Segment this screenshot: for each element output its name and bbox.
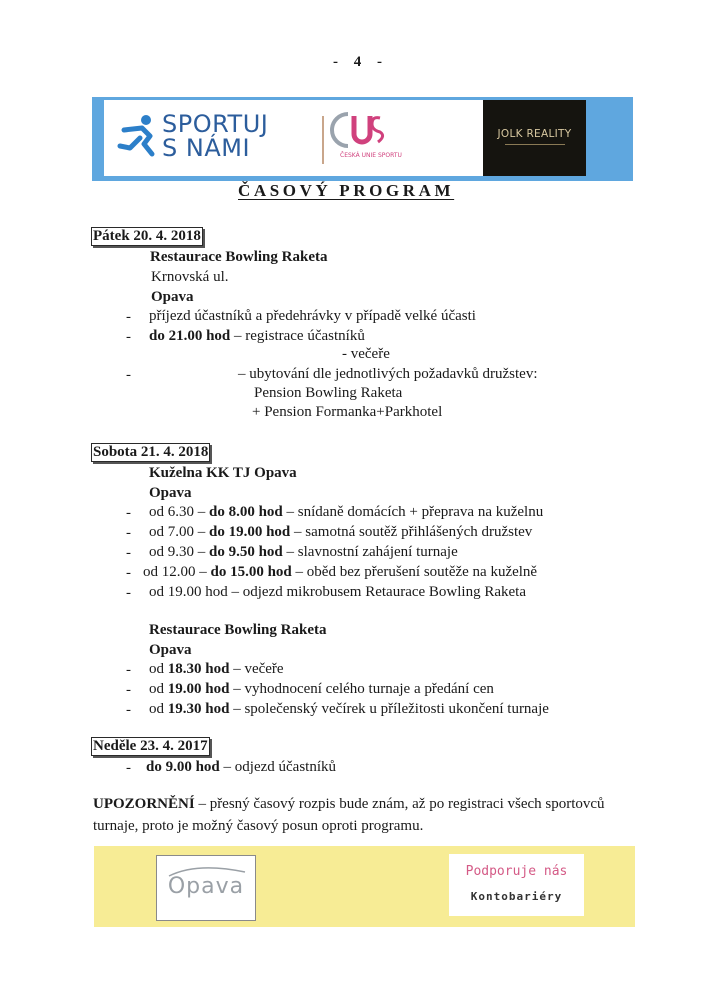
header-banner: [92, 97, 633, 181]
bullet-dash: -: [126, 367, 131, 383]
page-number: - 4 -: [333, 54, 388, 70]
brand-line1: SPORTUJ: [162, 110, 269, 138]
item-text: – samotná soutěž přihlášených družstev: [290, 524, 533, 540]
jolk-reality-logo: [483, 100, 586, 176]
notice-text: – přesný časový rozpis bude znám, až po registraci všech sportovců turnaje, proto je možný časový posun oproti programu.: [93, 796, 605, 834]
item-time: do 21.00 hod: [149, 328, 231, 344]
item-time: do 19.00 hod: [209, 524, 291, 540]
bullet-dash: -: [126, 565, 131, 581]
friday-street: Krnovská ul.: [151, 269, 229, 285]
brand-line2: S NÁMI: [162, 134, 251, 162]
saturday-venue2: Restaurace Bowling Raketa: [149, 622, 327, 638]
saturday-city2: Opava: [149, 642, 192, 658]
friday-item: [252, 403, 442, 421]
bullet-dash: -: [126, 525, 131, 541]
item-text: příjezd účastníků a předehrávky v případě velké účasti: [149, 308, 476, 324]
item-text: – společenský večírek u příležitosti ukončení turnaje: [229, 701, 549, 717]
bullet-dash: -: [126, 682, 131, 698]
saturday-item: [149, 583, 526, 601]
item-text: – oběd bez přerušení soutěže na kuželně: [291, 564, 538, 580]
friday-item: [342, 345, 390, 363]
item-time: do 8.00 hod: [209, 504, 283, 520]
item-time: 18.30 hod: [167, 661, 230, 677]
bullet-dash: -: [126, 662, 131, 678]
jolk-divider: [505, 144, 565, 145]
item-time: do 15.00 hod: [210, 564, 292, 580]
runner-icon: [116, 114, 160, 162]
friday-city: Opava: [151, 289, 194, 305]
brand-logo: [162, 112, 268, 160]
brand-divider: [322, 116, 324, 164]
saturday-city: Opava: [149, 485, 192, 501]
item-time: od 9.30: [149, 544, 194, 560]
saturday-item: od 9.30 – do 9.50 hod – slavnostní zahájení turnaje: [149, 544, 458, 560]
item-text: – slavnostní zahájení turnaje: [282, 544, 458, 560]
notice-label: UPOZORNĚNÍ: [93, 796, 195, 812]
bullet-dash: -: [126, 545, 131, 561]
page-title: ČASOVÝ PROGRAM: [238, 181, 455, 200]
bullet-dash: -: [126, 760, 131, 776]
item-text: – odjezd mikrobusem Retaurace Bowling Raketa: [227, 584, 526, 600]
friday-item: [149, 327, 365, 345]
bullet-dash: -: [126, 329, 131, 345]
saturday-evening-item: od 19.30 hod – společenský večírek u příležitosti ukončení turnaje: [149, 701, 549, 717]
item-text: - večeře: [342, 346, 390, 362]
item-time: od 6.30: [149, 504, 194, 520]
bullet-dash: -: [126, 309, 131, 325]
item-text: – večeře: [229, 661, 284, 677]
saturday-item: od 7.00 – do 19.00 hod – samotná soutěž přihlášených družstev: [149, 524, 533, 540]
bullet-dash: -: [126, 505, 131, 521]
bullet-dash: -: [126, 702, 131, 718]
jolk-reality-name: JOLK REALITY: [497, 128, 572, 140]
item-text: – registrace účastníků: [230, 328, 365, 344]
item-text: + Pension Formanka+Parkhotel: [252, 404, 443, 420]
saturday-evening-item: od 19.00 hod – vyhodnocení celého turnaje a předání cen: [149, 681, 494, 697]
item-text: – ubytování dle jednotlivých požadavků družstev:: [238, 366, 538, 382]
item-time: 19.30 hod: [167, 701, 230, 717]
item-time: 19.00 hod: [167, 681, 230, 697]
item-text: – odjezd účastníků: [219, 759, 337, 775]
saturday-venue: Kuželna KK TJ Opava: [149, 465, 297, 481]
saturday-evening-item: od 18.30 hod – večeře: [149, 661, 284, 677]
saturday-item: od 6.30 – do 8.00 hod – snídaně domácích + přeprava na kuželnu: [149, 504, 544, 520]
notice-paragraph: [93, 793, 633, 837]
item-text: – snídaně domácích + přeprava na kuželnu: [282, 504, 544, 520]
saturday-item: od 12.00 – do 15.00 hod – oběd bez přerušení soutěže na kuželně: [143, 564, 538, 580]
item-time: od 19.00 hod: [149, 584, 228, 600]
day-sunday-label: Neděle 23. 4. 2017: [93, 738, 208, 754]
item-text: – vyhodnocení celého turnaje a předání cen: [229, 681, 494, 697]
item-text: Pension Bowling Raketa: [254, 385, 403, 401]
item-time: do 9.50 hod: [209, 544, 283, 560]
support-name: Kontobariéry: [470, 890, 563, 903]
opava-logo-text: Opava: [167, 874, 245, 899]
header-logo-area: [104, 100, 541, 176]
footer-banner: [94, 846, 635, 927]
item-time: od 7.00: [149, 524, 194, 540]
support-title: Podporuje nás: [465, 864, 568, 879]
item-time: od 12.00: [143, 564, 196, 580]
sunday-item: [146, 758, 336, 776]
friday-item: [254, 384, 402, 402]
day-saturday-label: Sobota 21. 4. 2018: [93, 444, 209, 460]
item-time: do 9.00 hod: [146, 759, 220, 775]
opava-logo: [156, 855, 256, 921]
friday-venue: Restaurace Bowling Raketa: [150, 249, 328, 265]
cus-logo-icon: [326, 108, 386, 152]
friday-item: [149, 307, 476, 325]
day-friday-label: Pátek 20. 4. 2018: [93, 228, 201, 244]
cus-logo-text: ČESKÁ UNIE SPORTU: [340, 152, 402, 159]
bullet-dash: -: [126, 585, 131, 601]
support-logo: [449, 854, 584, 916]
friday-item: [238, 365, 538, 383]
